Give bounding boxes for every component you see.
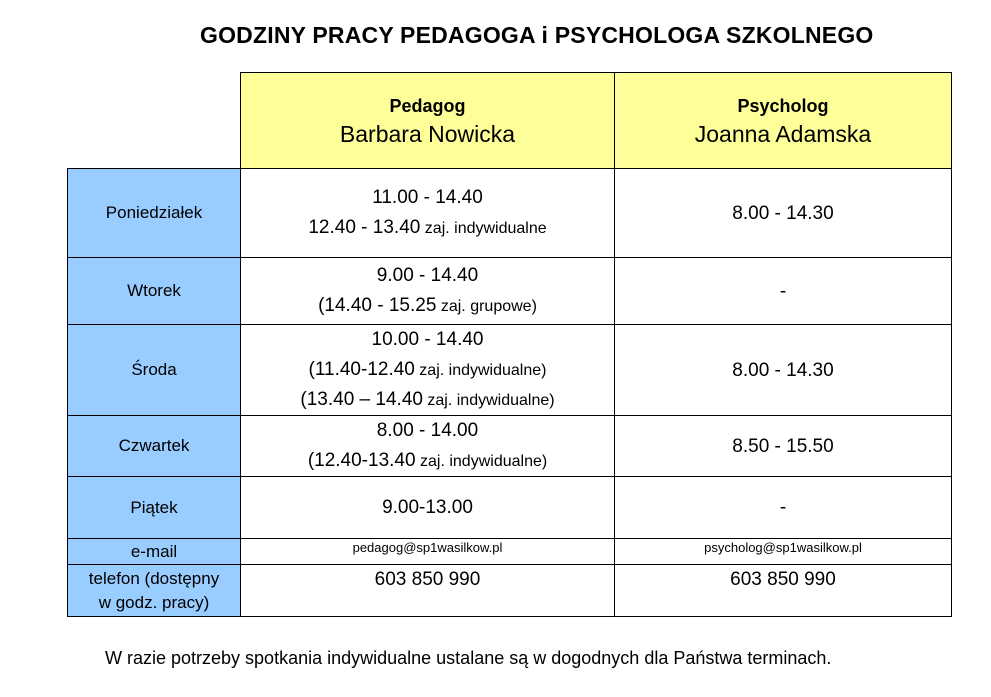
email-row bbox=[68, 539, 952, 565]
corner-cell bbox=[68, 73, 241, 169]
pedagog-hours-monday bbox=[241, 169, 615, 258]
header-row bbox=[68, 73, 952, 169]
psycholog-role: Psycholog bbox=[737, 95, 829, 116]
hours-line: (12.40-13.40 zaj. indywidualne) bbox=[307, 450, 548, 471]
psycholog-email[interactable]: psycholog@sp1wasilkow.pl bbox=[615, 539, 952, 565]
day-label-tuesday: Wtorek bbox=[68, 258, 241, 325]
pedagog-hours-thursday bbox=[241, 416, 615, 477]
pedagog-header bbox=[241, 73, 615, 169]
psycholog-header bbox=[615, 73, 952, 169]
hours-line: (11.40-12.40 zaj. indywidualne) bbox=[308, 359, 547, 380]
phone-label: telefon (dostępny w godz. pracy) bbox=[68, 565, 241, 617]
hours-line: 9.00 - 14.40 bbox=[376, 265, 479, 286]
email-label: e-mail bbox=[68, 539, 241, 565]
psycholog-hours-thursday: 8.50 - 15.50 bbox=[615, 416, 952, 477]
table-row-wednesday bbox=[68, 325, 952, 416]
hours-line: (13.40 – 14.40 zaj. indywidualne) bbox=[300, 389, 555, 410]
psycholog-hours-tuesday: - bbox=[615, 258, 952, 325]
psycholog-name: Joanna Adamska bbox=[694, 120, 872, 147]
psycholog-hours-monday: 8.00 - 14.30 bbox=[615, 169, 952, 258]
table-row-friday bbox=[68, 477, 952, 539]
hours-line: 9.00-13.00 bbox=[382, 496, 473, 518]
pedagog-role: Pedagog bbox=[389, 95, 466, 116]
hours-line: 11.00 - 14.40 bbox=[372, 187, 483, 208]
hours-line: 12.40 - 13.40 zaj. indywidualne bbox=[308, 217, 547, 238]
pedagog-email[interactable]: pedagog@sp1wasilkow.pl bbox=[241, 539, 615, 565]
day-label-thursday: Czwartek bbox=[68, 416, 241, 477]
hours-line: 8.00 - 14.00 bbox=[376, 420, 479, 441]
day-label-friday: Piątek bbox=[68, 477, 241, 539]
pedagog-hours-tuesday bbox=[241, 258, 615, 325]
day-label-wednesday: Środa bbox=[68, 325, 241, 416]
psycholog-hours-friday: - bbox=[615, 477, 952, 539]
footer-note: W razie potrzeby spotkania indywidualne ustalane są w dogodnych dla Państwa terminach. bbox=[105, 648, 832, 668]
psycholog-hours-wednesday: 8.00 - 14.30 bbox=[615, 325, 952, 416]
hours-line: (14.40 - 15.25 zaj. grupowe) bbox=[318, 295, 537, 316]
pedagog-hours-wednesday bbox=[241, 325, 615, 416]
day-label-monday: Poniedziałek bbox=[68, 169, 241, 258]
page-title: GODZINY PRACY PEDAGOGA i PSYCHOLOGA SZKOLNEGO bbox=[200, 22, 874, 48]
table-row-monday bbox=[68, 169, 952, 258]
psycholog-phone: 603 850 990 bbox=[615, 565, 952, 617]
schedule-table bbox=[67, 72, 952, 617]
table-row-thursday bbox=[68, 416, 952, 477]
hours-line: 10.00 - 14.40 bbox=[371, 329, 484, 350]
phone-row bbox=[68, 565, 952, 617]
pedagog-phone: 603 850 990 bbox=[241, 565, 615, 617]
pedagog-name: Barbara Nowicka bbox=[339, 120, 516, 147]
pedagog-hours-friday bbox=[241, 477, 615, 539]
table-row-tuesday bbox=[68, 258, 952, 325]
